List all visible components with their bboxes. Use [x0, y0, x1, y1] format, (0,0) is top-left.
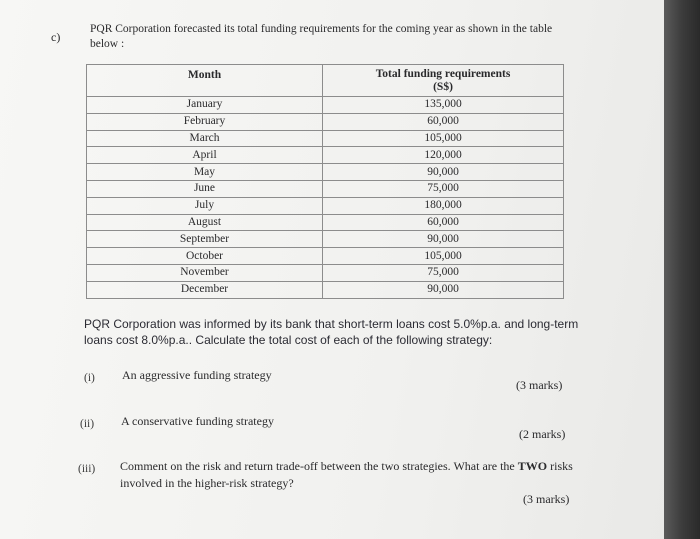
- funding-header-line1: Total funding requirements: [375, 68, 511, 80]
- amount-cell: 105,000: [323, 130, 564, 147]
- month-cell: October: [87, 248, 323, 265]
- part-iii-text-after: risks involved in the higher-risk strategy?: [120, 459, 573, 490]
- part-iii-text: [120, 458, 590, 492]
- amount-cell: 75,000: [323, 264, 564, 281]
- amount-cell: 75,000: [323, 180, 564, 197]
- amount-cell: 60,000: [323, 113, 564, 130]
- part-iii-text-bold: TWO: [517, 459, 548, 473]
- part-i-number: (i): [84, 372, 95, 384]
- bank-statement: PQR Corporation was informed by its bank that short-term loans cost 5.0%p.a. and long-term loans cost 8.0%p.a.. Calculate the total cost of each of the following strategy:: [84, 317, 579, 347]
- table-row: [87, 197, 564, 214]
- amount-cell: 60,000: [323, 214, 564, 231]
- month-cell: November: [87, 264, 323, 281]
- month-cell: August: [87, 214, 323, 231]
- amount-cell: 180,000: [323, 197, 564, 214]
- part-i-marks: (3 marks): [516, 378, 563, 392]
- part-iii-text-before: Comment on the risk and return trade-off between the two strategies. What are the: [120, 459, 518, 473]
- part-ii-number: (ii): [80, 418, 95, 430]
- table-row: [87, 214, 564, 231]
- table-row: [87, 130, 564, 147]
- part-iii-marks: (3 marks): [523, 492, 570, 506]
- month-header: Month: [87, 65, 323, 97]
- table-row: [87, 97, 564, 114]
- month-cell: March: [87, 130, 323, 147]
- funding-header: [323, 65, 564, 97]
- month-cell: September: [87, 231, 323, 248]
- table-row: [87, 147, 564, 164]
- amount-cell: 90,000: [323, 164, 564, 181]
- amount-cell: 105,000: [323, 248, 564, 265]
- amount-cell: 120,000: [323, 147, 564, 164]
- table-row: [87, 281, 564, 298]
- question-label: c): [51, 30, 61, 44]
- part-iii-number: (iii): [78, 463, 96, 475]
- amount-cell: 135,000: [323, 97, 564, 114]
- funding-table: [86, 64, 564, 299]
- funding-header-line2: (S$): [433, 81, 453, 93]
- month-cell: February: [87, 113, 323, 130]
- table-row: [87, 264, 564, 281]
- table-row: [87, 164, 564, 181]
- month-cell: April: [87, 147, 323, 164]
- month-cell: January: [87, 97, 323, 114]
- month-cell: July: [87, 197, 323, 214]
- part-i-text: An aggressive funding strategy: [122, 368, 272, 382]
- month-cell: June: [87, 180, 323, 197]
- question-intro: PQR Corporation forecasted its total funding requirements for the coming year as shown in the table below :: [90, 23, 553, 50]
- month-cell: May: [87, 164, 323, 181]
- amount-cell: 90,000: [323, 231, 564, 248]
- amount-cell: 90,000: [323, 281, 564, 298]
- part-ii-text: A conservative funding strategy: [121, 414, 274, 428]
- part-ii-marks: (2 marks): [519, 427, 566, 441]
- table-row: [87, 180, 564, 197]
- table-row: [87, 113, 564, 130]
- dark-background-edge: [664, 0, 700, 539]
- table-header-row: [87, 65, 564, 97]
- table-row: [87, 248, 564, 265]
- month-cell: December: [87, 281, 323, 298]
- table-row: [87, 231, 564, 248]
